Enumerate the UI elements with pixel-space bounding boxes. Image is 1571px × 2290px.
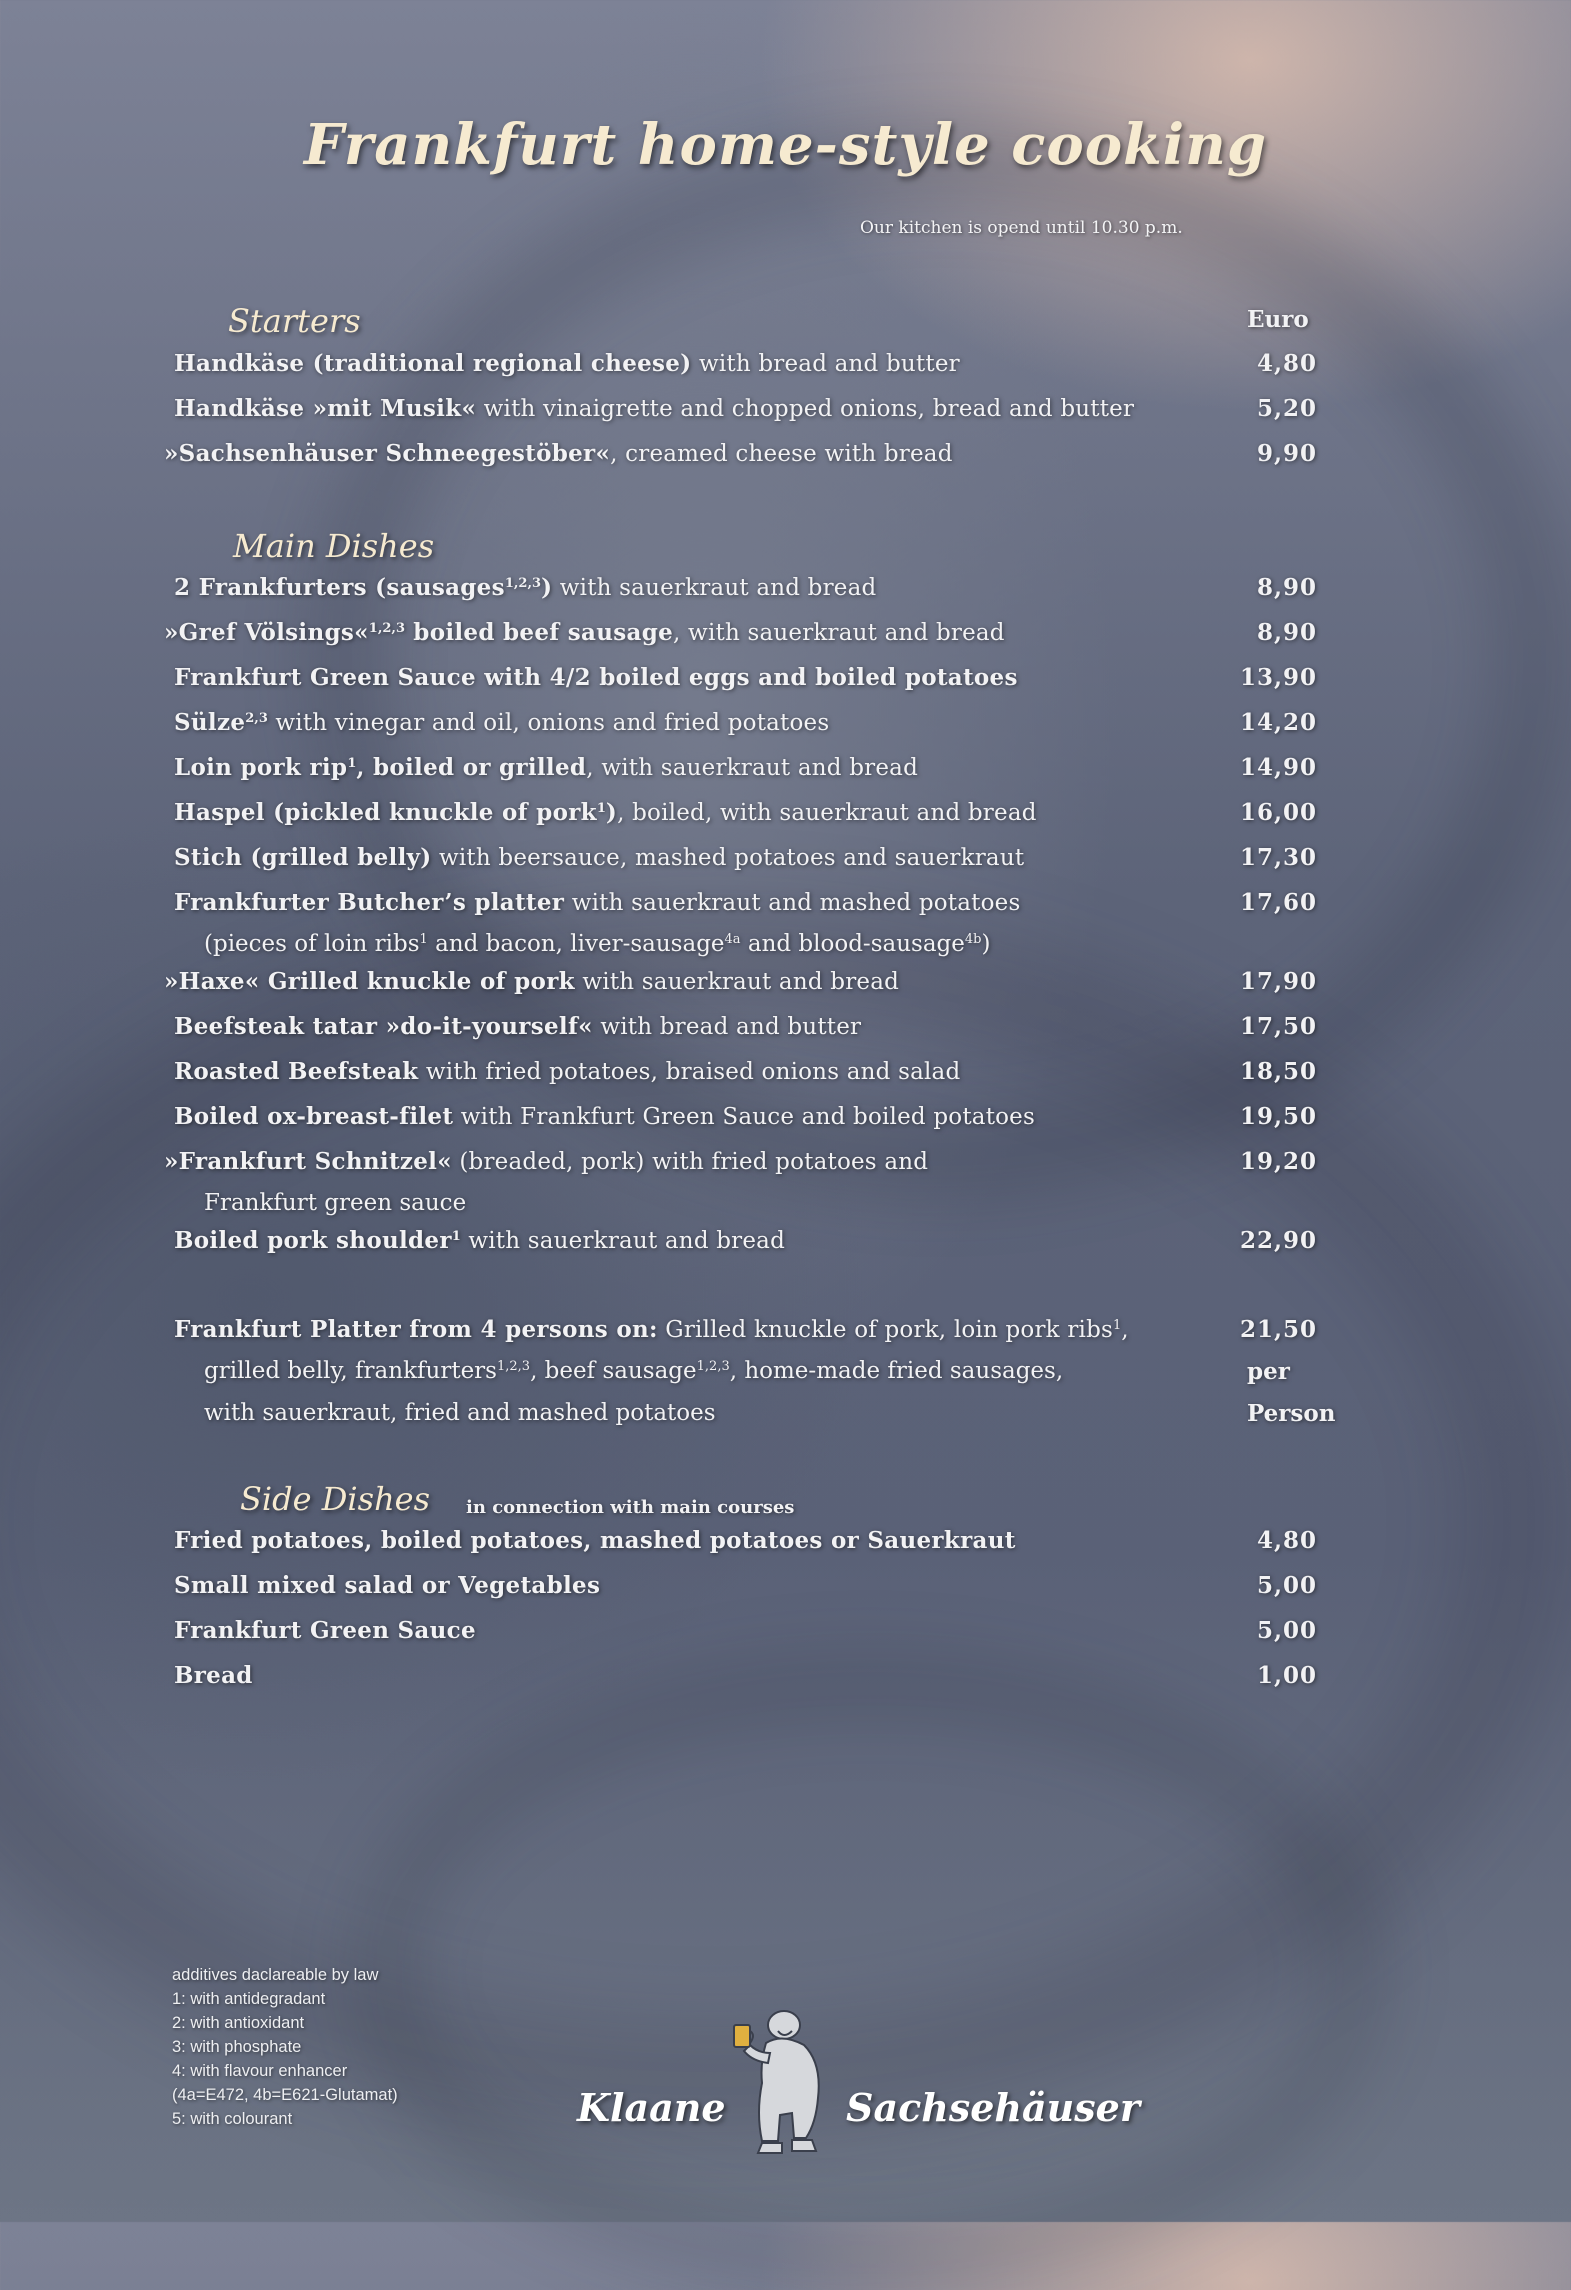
additive-note: 2: with antioxidant bbox=[172, 2014, 305, 2032]
additive-note: 1: with antidegradant bbox=[172, 1990, 326, 2008]
item-price: 5,20 bbox=[1256, 395, 1317, 422]
item-name: Stich (grilled belly) bbox=[174, 844, 432, 871]
item-description-continued: Frankfurt green sauce bbox=[204, 1190, 467, 1216]
item-price: 4,80 bbox=[1256, 1527, 1317, 1554]
item-name-end: , boiled or grilled bbox=[356, 754, 587, 781]
item-description: with sauerkraut and mashed potatoes bbox=[564, 890, 1021, 916]
item-price: 14,90 bbox=[1239, 754, 1317, 781]
menu-item bbox=[0, 1572, 1571, 1612]
item-price: 17,90 bbox=[1239, 968, 1317, 995]
item-description: , creamed cheese with bread bbox=[610, 441, 953, 467]
menu-item bbox=[0, 395, 1571, 435]
item-description-continued bbox=[204, 931, 990, 957]
item-description: with Frankfurt Green Sauce and boiled potatoes bbox=[453, 1104, 1035, 1130]
menu-item bbox=[0, 968, 1571, 1008]
item-name: Roasted Beefsteak bbox=[174, 1058, 419, 1085]
menu-item bbox=[0, 1227, 1571, 1267]
additive-note: 3: with phosphate bbox=[172, 2038, 302, 2056]
menu-item bbox=[0, 709, 1571, 749]
item-name: Haspel (pickled knuckle of pork bbox=[174, 799, 597, 826]
item-description-end: , bbox=[1121, 1317, 1129, 1343]
menu-item bbox=[0, 440, 1571, 480]
section-heading-starters: Starters bbox=[228, 302, 361, 340]
additive-footnote: 1,2,3 bbox=[368, 621, 405, 636]
item-name-end: boiled beef sausage bbox=[405, 619, 674, 646]
kitchen-hours: Our kitchen is opend until 10.30 p.m. bbox=[860, 218, 1183, 238]
item-name: Boiled ox-breast-filet bbox=[174, 1103, 454, 1130]
item-price: 5,00 bbox=[1256, 1617, 1317, 1644]
item-description: with sauerkraut and bread bbox=[460, 1228, 786, 1254]
section-heading-side-dishes: Side Dishes bbox=[240, 1480, 431, 1518]
item-name: »Haxe« Grilled knuckle of pork bbox=[164, 968, 575, 995]
item-description: with sauerkraut and bread bbox=[574, 969, 900, 995]
additive-note: 5: with colourant bbox=[172, 2110, 293, 2128]
item-name: Beefsteak tatar »do-it-yourself« bbox=[174, 1013, 593, 1040]
item-name: Handkäse (traditional regional cheese) bbox=[174, 350, 692, 377]
additive-footnote: 4b bbox=[964, 932, 982, 947]
item-name: »Frankfurt Schnitzel« bbox=[164, 1148, 452, 1175]
menu-item bbox=[0, 1058, 1571, 1098]
background-swirl bbox=[350, 1650, 1390, 2290]
menu-item bbox=[0, 844, 1571, 884]
item-name: Frankfurter Butcher’s platter bbox=[174, 889, 565, 916]
item-description: with bread and butter bbox=[592, 1014, 862, 1040]
menu-item bbox=[0, 1103, 1571, 1143]
item-price: 19,20 bbox=[1239, 1148, 1317, 1175]
section-heading-main-dishes: Main Dishes bbox=[233, 527, 435, 565]
additive-footnote: 1 bbox=[419, 932, 428, 947]
item-description: Grilled knuckle of pork, loin pork ribs bbox=[657, 1317, 1114, 1343]
item-name: »Gref Völsings« bbox=[164, 619, 369, 646]
item-description: with vinaigrette and chopped onions, bread and butter bbox=[476, 396, 1135, 422]
cont-text: ) bbox=[981, 931, 991, 957]
menu-item bbox=[0, 799, 1571, 839]
item-name: Loin pork rip bbox=[174, 754, 348, 781]
item-price: 13,90 bbox=[1239, 664, 1317, 691]
item-description: with beersauce, mashed potatoes and sauerkraut bbox=[431, 845, 1025, 871]
item-description: , with sauerkraut and bread bbox=[673, 620, 1005, 646]
item-price: 5,00 bbox=[1256, 1572, 1317, 1599]
additive-footnote: 1,2,3 bbox=[496, 1359, 531, 1374]
price-unit-person: Person bbox=[1247, 1400, 1336, 1427]
cont-text: (pieces of loin ribs bbox=[204, 931, 420, 957]
additive-footnote: 1 bbox=[451, 1229, 461, 1244]
menu-item bbox=[0, 1527, 1571, 1567]
additive-footnote: 2,3 bbox=[245, 711, 268, 726]
menu-item bbox=[0, 574, 1571, 614]
item-price: 21,50 bbox=[1239, 1316, 1317, 1343]
additive-footnote: 1,2,3 bbox=[696, 1359, 730, 1374]
item-price: 4,80 bbox=[1256, 350, 1317, 377]
item-name: Fried potatoes, boiled potatoes, mashed potatoes or Sauerkraut bbox=[174, 1527, 1016, 1554]
additive-footnote: 1,2,3 bbox=[504, 576, 542, 591]
brand-name-right: Sachsehäuser bbox=[846, 2085, 1140, 2130]
item-name: Boiled pork shoulder bbox=[174, 1227, 452, 1254]
item-name: Frankfurt Green Sauce with 4/2 boiled eggs and boiled potatoes bbox=[174, 664, 1018, 691]
page-title: Frankfurt home-style cooking bbox=[303, 112, 1268, 178]
item-price: 19,50 bbox=[1239, 1103, 1317, 1130]
menu-item bbox=[0, 1617, 1571, 1657]
cont-text: and bacon, liver-sausage bbox=[427, 931, 725, 957]
man-with-beer-mug-icon bbox=[722, 2003, 842, 2168]
item-name: Bread bbox=[174, 1662, 253, 1689]
additive-footnote: 4a bbox=[724, 932, 741, 947]
brand-name-left: Klaane bbox=[577, 2085, 726, 2130]
item-price: 17,30 bbox=[1239, 844, 1317, 871]
additives-legend bbox=[172, 1963, 398, 2131]
item-price: 1,00 bbox=[1256, 1662, 1317, 1689]
item-price: 18,50 bbox=[1239, 1058, 1317, 1085]
item-name: Frankfurt Green Sauce bbox=[174, 1617, 476, 1644]
additive-footnote: 1 bbox=[347, 756, 357, 771]
menu-item bbox=[0, 1148, 1571, 1188]
item-name-end: ) bbox=[541, 574, 553, 601]
menu-item bbox=[0, 754, 1571, 794]
item-description: , boiled, with sauerkraut and bread bbox=[617, 800, 1037, 826]
item-price: 9,90 bbox=[1256, 440, 1317, 467]
menu-item bbox=[0, 664, 1571, 704]
item-description: (breaded, pork) with fried potatoes and bbox=[451, 1149, 929, 1175]
item-description-continued: with sauerkraut, fried and mashed potatoes bbox=[204, 1400, 716, 1426]
item-description: with sauerkraut and bread bbox=[552, 575, 877, 601]
cont-text: , beef sausage bbox=[530, 1358, 697, 1384]
item-price: 22,90 bbox=[1239, 1227, 1317, 1254]
item-name-end: ) bbox=[605, 799, 618, 826]
item-description-continued bbox=[204, 1358, 1063, 1384]
additive-footnote: 1 bbox=[1113, 1318, 1122, 1333]
section-note: in connection with main courses bbox=[466, 1497, 795, 1518]
menu-item bbox=[0, 1013, 1571, 1053]
menu-item bbox=[0, 889, 1571, 929]
menu-item-platter bbox=[0, 1316, 1571, 1356]
item-description: with bread and butter bbox=[691, 351, 960, 377]
item-name: 2 Frankfurters (sausages bbox=[174, 574, 505, 601]
item-price: 17,50 bbox=[1239, 1013, 1317, 1040]
item-description: with vinegar and oil, onions and fried potatoes bbox=[267, 710, 830, 736]
currency-label: Euro bbox=[1247, 306, 1309, 333]
cont-text: , home-made fried sausages, bbox=[729, 1358, 1064, 1384]
item-name: »Sachsenhäuser Schneegestöber« bbox=[164, 440, 611, 467]
item-name: Sülze bbox=[174, 709, 246, 736]
item-description: , with sauerkraut and bread bbox=[586, 755, 918, 781]
additive-note: 4: with flavour enhancer bbox=[172, 2062, 348, 2080]
cont-text: and blood-sausage bbox=[740, 931, 965, 957]
item-price: 17,60 bbox=[1239, 889, 1317, 916]
item-price: 8,90 bbox=[1256, 619, 1317, 646]
cont-text: grilled belly, frankfurters bbox=[204, 1358, 497, 1384]
item-name: Small mixed salad or Vegetables bbox=[174, 1572, 601, 1599]
item-description: with fried potatoes, braised onions and salad bbox=[418, 1059, 961, 1085]
item-name: Handkäse »mit Musik« bbox=[174, 395, 477, 422]
item-price: 16,00 bbox=[1239, 799, 1317, 826]
additives-heading: additives daclareable by law bbox=[172, 1966, 379, 1984]
item-price: 8,90 bbox=[1256, 574, 1317, 601]
menu-item bbox=[0, 350, 1571, 390]
item-price: 14,20 bbox=[1239, 709, 1317, 736]
additive-note: (4a=E472, 4b=E621-Glutamat) bbox=[172, 2086, 398, 2104]
menu-item bbox=[0, 619, 1571, 659]
price-unit-per: per bbox=[1247, 1358, 1290, 1385]
additive-footnote: 1 bbox=[596, 801, 606, 816]
item-name: Frankfurt Platter from 4 persons on: bbox=[174, 1316, 658, 1343]
menu-item bbox=[0, 1662, 1571, 1702]
